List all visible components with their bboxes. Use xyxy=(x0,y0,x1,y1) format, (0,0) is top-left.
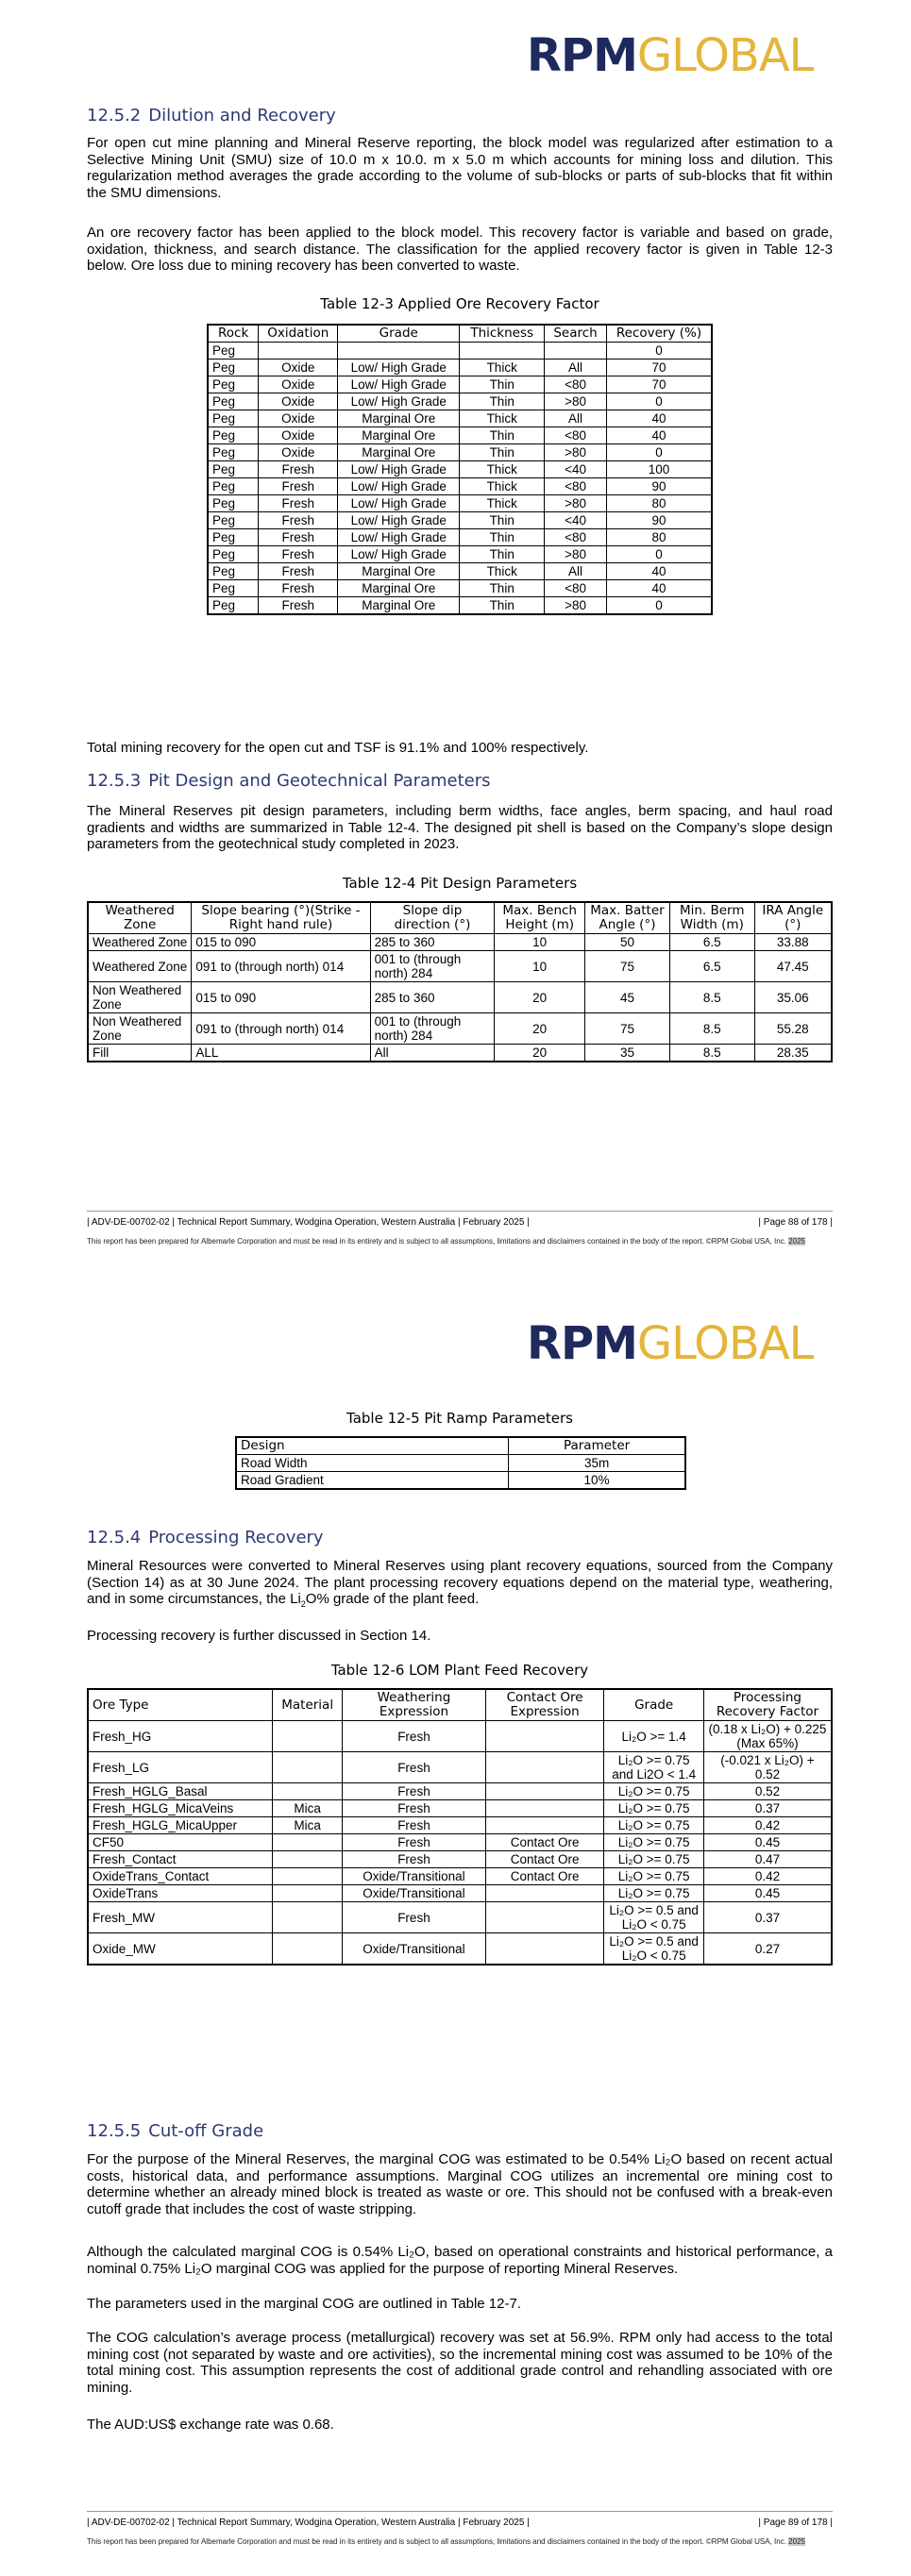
table-row xyxy=(236,1472,685,1490)
column-header: Thickness xyxy=(460,325,545,343)
table-cell xyxy=(273,1721,343,1752)
table-cell: Thin xyxy=(460,393,545,410)
table-cell: All xyxy=(545,360,607,376)
table-row xyxy=(236,1455,685,1472)
table-row xyxy=(208,597,712,615)
table-cell: Fresh_MW xyxy=(88,1902,273,1933)
table-cell: Fresh xyxy=(343,1834,486,1851)
table-caption: Table 12-6 LOM Plant Feed Recovery xyxy=(330,1662,589,1679)
paragraph: Mineral Resources were converted to Mineral Reserves using plant recovery equations, sourced from the Company (Section 14) as at 30 June 2024. The plant processing recovery equations depend on the material type, weathering, and in some circumstances, the $Li_2O\%$ grade of the plant feed. xyxy=(87,1558,833,1609)
table-cell: 6.5 xyxy=(669,951,754,982)
table-cell: Thick xyxy=(460,360,545,376)
table-cell: >80 xyxy=(545,393,607,410)
column-header: Slope bearing (°)(Strike - Right hand rule) xyxy=(192,902,370,934)
column-header: Weathering Expression xyxy=(343,1689,486,1721)
table-row xyxy=(88,1721,832,1752)
column-header: Grade xyxy=(604,1689,704,1721)
table-cell: 015 to 090 xyxy=(192,982,370,1013)
table-cell: 10% xyxy=(509,1472,685,1490)
table-cell: Low/ High Grade xyxy=(338,546,460,563)
table-cell: Oxide xyxy=(259,360,338,376)
table-cell: Marginal Ore xyxy=(338,410,460,427)
table-cell: 55.28 xyxy=(754,1013,832,1045)
table-cell: Peg xyxy=(208,427,259,444)
table-cell: Fresh xyxy=(259,461,338,478)
table-cell xyxy=(485,1885,604,1902)
table-cell: Thin xyxy=(460,597,545,615)
table-caption: Table 12-4 Pit Design Parameters xyxy=(342,875,578,892)
table-cell: >80 xyxy=(545,495,607,512)
table-cell: 0.45 xyxy=(703,1834,832,1851)
table-cell xyxy=(273,1902,343,1933)
table-cell xyxy=(485,1933,604,1965)
table-row xyxy=(88,1933,832,1965)
table-cell: Peg xyxy=(208,580,259,597)
table-row xyxy=(88,1902,832,1933)
table-cell: Marginal Ore xyxy=(338,444,460,461)
table-cell: Li₂O >= 0.5 and Li₂O < 0.75 xyxy=(604,1933,704,1965)
table-cell: <80 xyxy=(545,580,607,597)
table-cell: Fresh_HG xyxy=(88,1721,273,1752)
table-cell: Fresh xyxy=(343,1851,486,1868)
table-cell: 90 xyxy=(606,478,712,495)
table-cell: 100 xyxy=(606,461,712,478)
table-cell: 40 xyxy=(606,410,712,427)
table-cell: Peg xyxy=(208,360,259,376)
table-cell: 0.37 xyxy=(703,1902,832,1933)
table-cell: Contact Ore xyxy=(485,1851,604,1868)
table-cell: 80 xyxy=(606,529,712,546)
column-header: Contact Ore Expression xyxy=(485,1689,604,1721)
paragraph: Total mining recovery for the open cut and TSF is 91.1% and 100% respectively. xyxy=(87,740,589,756)
table-cell: Li₂O >= 0.75 xyxy=(604,1868,704,1885)
table-cell: 50 xyxy=(585,934,670,951)
table-cell: 70 xyxy=(606,376,712,393)
table-cell: Marginal Ore xyxy=(338,597,460,615)
table-cell: Oxide/Transitional xyxy=(343,1868,486,1885)
table-cell: Fresh xyxy=(259,563,338,580)
table-cell: All xyxy=(545,563,607,580)
column-header: Recovery (%) xyxy=(606,325,712,343)
plant-feed-recovery-table xyxy=(87,1688,833,1965)
pit-ramp-table xyxy=(235,1436,686,1490)
table-cell: 285 to 360 xyxy=(370,934,495,951)
table-cell: Peg xyxy=(208,478,259,495)
table-cell: Oxide xyxy=(259,410,338,427)
table-cell: Thick xyxy=(460,495,545,512)
table-cell: 0.52 xyxy=(703,1783,832,1800)
table-cell: Marginal Ore xyxy=(338,427,460,444)
table-cell: Thin xyxy=(460,529,545,546)
table-cell: Oxide xyxy=(259,444,338,461)
table-cell: Marginal Ore xyxy=(338,563,460,580)
table-cell: 40 xyxy=(606,580,712,597)
column-header: Processing Recovery Factor xyxy=(703,1689,832,1721)
table-cell: Thin xyxy=(460,427,545,444)
table-row xyxy=(208,376,712,393)
table-row xyxy=(208,495,712,512)
table-cell xyxy=(485,1783,604,1800)
table-cell: 90 xyxy=(606,512,712,529)
table-cell: Fresh_HGLG_MicaUpper xyxy=(88,1817,273,1834)
table-cell: Oxide/Transitional xyxy=(343,1885,486,1902)
section-heading: 12.5.2 Dilution and Recovery xyxy=(87,106,336,125)
table-row xyxy=(88,1013,832,1045)
table-cell: 0 xyxy=(606,444,712,461)
table-cell xyxy=(485,1902,604,1933)
table-ref-link[interactable]: Table 12-3 xyxy=(764,241,833,258)
table-cell: Thick xyxy=(460,461,545,478)
table-cell: 001 to (through north) 284 xyxy=(370,1013,495,1045)
table-cell: Low/ High Grade xyxy=(338,478,460,495)
table-cell: Fresh xyxy=(259,580,338,597)
table-cell: Non Weathered Zone xyxy=(88,982,192,1013)
table-cell: Fresh xyxy=(343,1721,486,1752)
table-cell: 0 xyxy=(606,393,712,410)
table-cell: 0 xyxy=(606,546,712,563)
table-cell: 40 xyxy=(606,563,712,580)
table-cell: All xyxy=(370,1045,495,1062)
table-cell: 0.42 xyxy=(703,1817,832,1834)
table-cell: Peg xyxy=(208,529,259,546)
table-cell: Li₂O >= 0.75 xyxy=(604,1800,704,1817)
table-cell: <80 xyxy=(545,427,607,444)
table-caption: Table 12-5 Pit Ramp Parameters xyxy=(346,1410,573,1427)
page-89 xyxy=(0,1288,911,2576)
column-header: Search xyxy=(545,325,607,343)
table-row xyxy=(208,427,712,444)
table-cell: 20 xyxy=(495,1013,585,1045)
table-row xyxy=(88,1045,832,1062)
paragraph: An ore recovery factor has been applied to the block model. This recovery factor is variable and based on grade, oxidation, thickness, and search distance. The classification for the applied recovery factor is given in Table 12-3 below. Ore loss due to mining recovery has been converted to waste. xyxy=(87,225,833,274)
section-12-5-4 xyxy=(87,1528,833,1547)
table-cell: Peg xyxy=(208,495,259,512)
table-row xyxy=(208,393,712,410)
table-cell: Fresh_LG xyxy=(88,1752,273,1783)
table-cell: <80 xyxy=(545,376,607,393)
table-cell: Thin xyxy=(460,376,545,393)
table-cell: <40 xyxy=(545,461,607,478)
table-cell xyxy=(485,1752,604,1783)
table-cell xyxy=(485,1800,604,1817)
table-cell: Fresh xyxy=(343,1800,486,1817)
table-cell: 0 xyxy=(606,597,712,615)
table-cell: Li₂O >= 0.75 and Li2O < 1.4 xyxy=(604,1752,704,1783)
table-cell: Weathered Zone xyxy=(88,934,192,951)
table-cell xyxy=(338,343,460,360)
table-caption: Table 12-3 Applied Ore Recovery Factor xyxy=(320,295,599,312)
table-cell: 10 xyxy=(495,934,585,951)
table-cell: Thick xyxy=(460,563,545,580)
table-cell: Li₂O >= 0.75 xyxy=(604,1817,704,1834)
table-cell xyxy=(273,1868,343,1885)
table-cell: Oxide xyxy=(259,376,338,393)
table-cell: Road Gradient xyxy=(236,1472,509,1490)
table-cell xyxy=(259,343,338,360)
table-cell xyxy=(273,1885,343,1902)
table-cell: Fresh xyxy=(259,478,338,495)
section-heading: 12.5.3 Pit Design and Geotechnical Parameters xyxy=(87,771,491,791)
table-row xyxy=(208,444,712,461)
table-cell: Thick xyxy=(460,410,545,427)
table-cell: Peg xyxy=(208,410,259,427)
column-header: IRA Angle (°) xyxy=(754,902,832,934)
recovery-factor-table xyxy=(207,324,713,615)
table-cell: Fresh xyxy=(343,1752,486,1783)
table-cell: Oxide xyxy=(259,393,338,410)
table-cell: Fresh xyxy=(343,1902,486,1933)
paragraph: Although the calculated marginal COG is 0.54% Li₂O, based on operational constraints and historical performance, a nominal 0.75% Li₂O marginal COG was applied for the purpose of reporting Mineral Reserves. xyxy=(87,2244,833,2277)
table-row xyxy=(88,1834,832,1851)
table-cell: (0.18 x Li₂O) + 0.225 (Max 65%) xyxy=(703,1721,832,1752)
table-cell: Contact Ore xyxy=(485,1834,604,1851)
section-heading: 12.5.5 Cut-off Grade xyxy=(87,2121,264,2141)
table-row xyxy=(208,461,712,478)
table-cell: Low/ High Grade xyxy=(338,512,460,529)
table-cell: 35m xyxy=(509,1455,685,1472)
table-cell: Fill xyxy=(88,1045,192,1062)
section-12-5-5 xyxy=(87,2121,833,2141)
table-cell: 20 xyxy=(495,982,585,1013)
table-cell: 285 to 360 xyxy=(370,982,495,1013)
table-cell: Li₂O >= 0.75 xyxy=(604,1783,704,1800)
page-footer: | ADV-DE-00702-02 | Technical Report Summary, Wodgina Operation, Western Australia | February 2025 | | Page 88 of 178 | This report has been prepared for Albemarle Corporation and must be read in its entirety and is subject to all assumptions, limitations and disclaimers contained in the body of the report. ©RPM Global USA, Inc. 2025 xyxy=(87,1211,833,1246)
table-cell: Li₂O >= 1.4 xyxy=(604,1721,704,1752)
table-cell: Mica xyxy=(273,1800,343,1817)
table-cell: 20 xyxy=(495,1045,585,1062)
table-cell: 6.5 xyxy=(669,934,754,951)
table-cell: Peg xyxy=(208,444,259,461)
paragraph: The Mineral Reserves pit design parameters, including berm widths, face angles, berm spacing, and haul road gradients and widths are summarized in Table 12-4. The designed pit shell is based on the Company’s slope design parameters from the geotechnical study completed in 2023. xyxy=(87,803,833,852)
table-cell: All xyxy=(545,410,607,427)
column-header: Rock xyxy=(208,325,259,343)
table-row xyxy=(208,478,712,495)
section-heading: 12.5.4 Processing Recovery xyxy=(87,1528,324,1547)
table-row xyxy=(88,1752,832,1783)
table-row xyxy=(208,529,712,546)
table-cell: Low/ High Grade xyxy=(338,495,460,512)
page-number: | Page 89 of 178 | xyxy=(758,2517,833,2528)
table-cell: 091 to (through north) 014 xyxy=(192,1013,370,1045)
column-header: Design xyxy=(236,1437,509,1455)
table-cell: Contact Ore xyxy=(485,1868,604,1885)
table-cell: Fresh xyxy=(259,597,338,615)
table-cell xyxy=(273,1834,343,1851)
table-row xyxy=(88,1783,832,1800)
paragraph: For open cut mine planning and Mineral Reserve reporting, the block model was regularized after estimation to a Selective Mining Unit (SMU) size of 10.0 m x 10.0. m x 5.0 m which accounts for mining loss and dilution. This regularization method averages the grade according to the volume of sub-blocks or parts of sub-blocks that fit within the SMU dimensions. xyxy=(87,135,833,201)
column-header: Slope dip direction (°) xyxy=(370,902,495,934)
disclaimer: This report has been prepared for Albemarle Corporation and must be read in its entirety and is subject to all assumptions, limitations and disclaimers contained in the body of the report. ©RPM Global USA, Inc. 2025 xyxy=(87,2537,805,2546)
table-cell xyxy=(485,1721,604,1752)
table-cell: >80 xyxy=(545,444,607,461)
table-cell: 0.37 xyxy=(703,1800,832,1817)
paragraph: The AUD:US$ exchange rate was 0.68. xyxy=(87,2417,334,2433)
column-header: Min. Berm Width (m) xyxy=(669,902,754,934)
table-cell: Peg xyxy=(208,376,259,393)
table-cell: Thin xyxy=(460,444,545,461)
table-cell: Fresh xyxy=(259,546,338,563)
table-cell: OxideTrans_Contact xyxy=(88,1868,273,1885)
table-cell: Li₂O >= 0.5 and Li₂O < 0.75 xyxy=(604,1902,704,1933)
table-cell: Fresh_HGLG_MicaVeins xyxy=(88,1800,273,1817)
table-cell: <80 xyxy=(545,529,607,546)
column-header: Weathered Zone xyxy=(88,902,192,934)
table-cell: 0 xyxy=(606,343,712,360)
rpm-global-logo: RPM GLOBAL xyxy=(527,1317,814,1370)
table-row xyxy=(88,951,832,982)
table-cell: Peg xyxy=(208,461,259,478)
table-row xyxy=(88,1800,832,1817)
table-cell: Fresh xyxy=(343,1817,486,1834)
table-cell: 35 xyxy=(585,1045,670,1062)
table-cell xyxy=(273,1752,343,1783)
table-cell: Low/ High Grade xyxy=(338,461,460,478)
disclaimer: This report has been prepared for Albemarle Corporation and must be read in its entirety and is subject to all assumptions, limitations and disclaimers contained in the body of the report. ©RPM Global USA, Inc. 2025 xyxy=(87,1237,805,1246)
table-cell: Oxide xyxy=(259,427,338,444)
section-ref-link[interactable]: Section 14 xyxy=(92,1574,160,1591)
table-row xyxy=(208,410,712,427)
table-cell: 8.5 xyxy=(669,982,754,1013)
table-cell: Peg xyxy=(208,512,259,529)
table-cell: 80 xyxy=(606,495,712,512)
table-cell: Fresh_HGLG_Basal xyxy=(88,1783,273,1800)
table-cell: Low/ High Grade xyxy=(338,360,460,376)
table-cell: 47.45 xyxy=(754,951,832,982)
table-cell: 091 to (through north) 014 xyxy=(192,951,370,982)
table-cell: 33.88 xyxy=(754,934,832,951)
table-ref-link[interactable]: Table 12-4 xyxy=(347,819,416,836)
table-cell: Fresh xyxy=(259,495,338,512)
table-row xyxy=(88,1817,832,1834)
table-cell: 10 xyxy=(495,951,585,982)
table-cell: Peg xyxy=(208,546,259,563)
section-ref-link[interactable]: Section 14 xyxy=(360,1628,428,1644)
table-cell: <80 xyxy=(545,478,607,495)
table-cell xyxy=(273,1783,343,1800)
paragraph: The parameters used in the marginal COG are outlined in Table 12-7. xyxy=(87,2296,522,2312)
table-cell: 40 xyxy=(606,427,712,444)
section-12-5-3 xyxy=(87,771,833,791)
table-cell xyxy=(273,1851,343,1868)
table-row xyxy=(88,934,832,951)
table-cell xyxy=(545,343,607,360)
table-cell: OxideTrans xyxy=(88,1885,273,1902)
table-row xyxy=(208,563,712,580)
table-cell: 28.35 xyxy=(754,1045,832,1062)
table-cell: 001 to (through north) 284 xyxy=(370,951,495,982)
table-cell: 75 xyxy=(585,1013,670,1045)
table-row xyxy=(208,546,712,563)
section-12-5-2 xyxy=(87,106,833,125)
column-header: Max. Bench Height (m) xyxy=(495,902,585,934)
paragraph: Processing recovery is further discussed in Section 14. xyxy=(87,1628,431,1644)
table-cell xyxy=(273,1933,343,1965)
table-cell: >80 xyxy=(545,597,607,615)
table-cell: 8.5 xyxy=(669,1045,754,1062)
table-row xyxy=(88,1868,832,1885)
table-cell: Fresh_Contact xyxy=(88,1851,273,1868)
table-cell: Peg xyxy=(208,343,259,360)
page-footer: | ADV-DE-00702-02 | Technical Report Summary, Wodgina Operation, Western Australia | February 2025 | | Page 89 of 178 | This report has been prepared for Albemarle Corporation and must be read in its entirety and is subject to all assumptions, limitations and disclaimers contained in the body of the report. ©RPM Global USA, Inc. 2025 xyxy=(87,2511,833,2547)
table-cell: Marginal Ore xyxy=(338,580,460,597)
table-cell: Li₂O >= 0.75 xyxy=(604,1851,704,1868)
table-cell: (-0.021 x Li₂O) + 0.52 xyxy=(703,1752,832,1783)
table-cell: 0.42 xyxy=(703,1868,832,1885)
table-cell: Li₂O >= 0.75 xyxy=(604,1885,704,1902)
table-row xyxy=(208,360,712,376)
table-cell: Fresh xyxy=(343,1783,486,1800)
column-header: Parameter xyxy=(509,1437,685,1455)
table-row xyxy=(88,1885,832,1902)
rpm-global-logo: RPM GLOBAL xyxy=(527,29,814,82)
table-cell: 0.45 xyxy=(703,1885,832,1902)
table-row xyxy=(88,1851,832,1868)
page-number: | Page 88 of 178 | xyxy=(758,1217,833,1228)
column-header: Material xyxy=(273,1689,343,1721)
column-header: Grade xyxy=(338,325,460,343)
table-cell: Thin xyxy=(460,546,545,563)
table-cell: Thick xyxy=(460,478,545,495)
table-cell: >80 xyxy=(545,546,607,563)
table-cell: 35.06 xyxy=(754,982,832,1013)
table-cell: ALL xyxy=(192,1045,370,1062)
table-cell: Road Width xyxy=(236,1455,509,1472)
table-cell: Peg xyxy=(208,563,259,580)
table-cell: Mica xyxy=(273,1817,343,1834)
table-cell: 45 xyxy=(585,982,670,1013)
table-cell xyxy=(485,1817,604,1834)
column-header: Oxidation xyxy=(259,325,338,343)
paragraph: For the purpose of the Mineral Reserves, the marginal COG was estimated to be 0.54% Li₂O based on recent actual costs, historical data, and performance assumptions. Marginal COG utilizes an incremental ore mining cost to determine whether an already mined block is treated as waste or ore. This should not be confused with a break-even cutoff grade that includes the cost of waste stripping. xyxy=(87,2151,833,2217)
table-cell: 0.47 xyxy=(703,1851,832,1868)
table-cell: Li₂O >= 0.75 xyxy=(604,1834,704,1851)
table-row xyxy=(88,982,832,1013)
column-header: Ore Type xyxy=(88,1689,273,1721)
table-ref-link[interactable]: Table 12-7 xyxy=(450,2296,517,2312)
table-cell: Fresh xyxy=(259,512,338,529)
table-cell: Weathered Zone xyxy=(88,951,192,982)
table-cell: Thin xyxy=(460,580,545,597)
column-header: Max. Batter Angle (°) xyxy=(585,902,670,934)
table-cell: Low/ High Grade xyxy=(338,393,460,410)
table-row xyxy=(208,512,712,529)
table-cell: Oxide/Transitional xyxy=(343,1933,486,1965)
table-cell: Thin xyxy=(460,512,545,529)
table-cell: <40 xyxy=(545,512,607,529)
paragraph: The COG calculation’s average process (metallurgical) recovery was set at 56.9%. RPM only had access to the total mining cost (not separated by waste and ore activities), so the incremental mining cost was assumed to be 10% of the total mining cost. This assumption represents the cost of additional grade control and rehandling associated with ore mining. xyxy=(87,2330,833,2396)
table-cell: CF50 xyxy=(88,1834,273,1851)
table-row xyxy=(208,580,712,597)
table-cell: 8.5 xyxy=(669,1013,754,1045)
table-row xyxy=(208,343,712,360)
table-cell: Non Weathered Zone xyxy=(88,1013,192,1045)
table-cell xyxy=(460,343,545,360)
table-cell: 015 to 090 xyxy=(192,934,370,951)
pit-design-table xyxy=(87,901,833,1062)
table-cell: 0.27 xyxy=(703,1933,832,1965)
table-cell: Peg xyxy=(208,597,259,615)
table-cell: 75 xyxy=(585,951,670,982)
table-cell: Fresh xyxy=(259,529,338,546)
table-cell: Low/ High Grade xyxy=(338,376,460,393)
table-cell: Peg xyxy=(208,393,259,410)
table-cell: 70 xyxy=(606,360,712,376)
table-cell: Oxide_MW xyxy=(88,1933,273,1965)
table-cell: Low/ High Grade xyxy=(338,529,460,546)
